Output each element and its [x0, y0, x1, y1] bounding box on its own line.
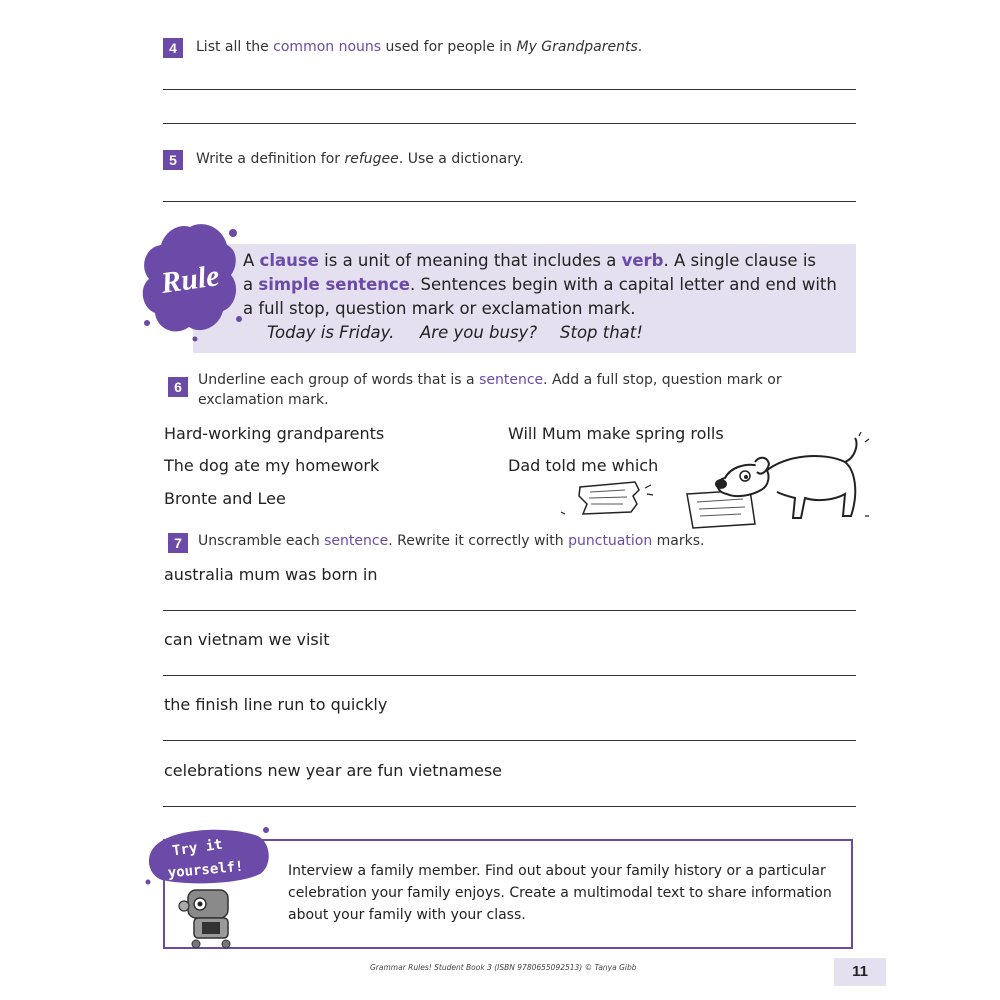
footer-credit: Grammar Rules! Student Book 3 (ISBN 9780655092513) © Tanya Gibb — [370, 963, 637, 972]
writing-line[interactable] — [163, 123, 856, 124]
try-text-line-1: Interview a family member. Find out about your family history or a particular — [288, 863, 826, 879]
rule-line-1 — [243, 251, 816, 270]
writing-line[interactable] — [163, 740, 856, 741]
rule-badge-label: Rule — [159, 259, 222, 300]
sentence-option[interactable]: Will Mum make spring rolls — [508, 424, 724, 443]
writing-line[interactable] — [163, 610, 856, 611]
rule-text: . Sentences begin with a capital letter and end with — [410, 275, 837, 294]
question-6-text — [198, 372, 782, 388]
sentence-option[interactable]: Dad told me which — [508, 456, 659, 475]
try-badge-line-1: Try it — [171, 836, 224, 860]
question-4-text — [196, 39, 642, 55]
writing-line[interactable] — [163, 806, 856, 807]
rule-line-3: a full stop, question mark or exclamation mark. — [243, 299, 636, 318]
q7-text-end: marks. — [656, 533, 705, 549]
question-number-4: 4 — [163, 38, 183, 58]
q7-highlight-punctuation: punctuation — [568, 533, 653, 549]
q6-text-before: Underline each group of words that is a — [198, 372, 475, 388]
q7-highlight-sentence: sentence — [324, 533, 389, 549]
scrambled-sentence: can vietnam we visit — [164, 630, 330, 649]
try-text-line-3: about your family with your class. — [288, 907, 526, 923]
rule-example-2: Are you busy? — [420, 323, 538, 342]
sentence-option[interactable]: Hard-working grandparents — [164, 424, 385, 443]
rule-text: is a unit of meaning that includes a — [324, 251, 617, 270]
q4-title: My Grandparents — [516, 39, 638, 55]
q4-text-mid: used for people in — [385, 39, 513, 55]
rule-text: A — [243, 251, 255, 270]
scrambled-sentence: the finish line run to quickly — [164, 695, 388, 714]
sentence-option[interactable]: Bronte and Lee — [164, 489, 286, 508]
q7-text-before: Unscramble each — [198, 533, 320, 549]
q7-text-mid: . Rewrite it correctly with — [388, 533, 564, 549]
rule-example-3: Stop that! — [560, 323, 643, 342]
question-number-5: 5 — [163, 150, 183, 170]
rule-example-1: Today is Friday. — [267, 323, 395, 342]
dog-eating-homework-illustration — [555, 432, 875, 532]
rule-term-clause: clause — [259, 251, 319, 270]
writing-line[interactable] — [163, 89, 856, 90]
q6-text-end: . Add a full stop, question mark or — [543, 372, 782, 388]
try-badge-line-2: yourself! — [167, 858, 245, 882]
q5-text-before: Write a definition for — [196, 151, 341, 167]
writing-line[interactable] — [163, 675, 856, 676]
page-number: 11 — [834, 958, 886, 986]
rule-splat-badge — [135, 215, 245, 345]
q6-highlight: sentence — [479, 372, 544, 388]
sentence-option[interactable]: The dog ate my homework — [164, 456, 380, 475]
rule-text: a — [243, 275, 254, 294]
rule-term-simple-sentence: simple sentence — [258, 275, 411, 294]
rule-text: . A single clause is — [663, 251, 816, 270]
question-number-6: 6 — [168, 377, 188, 397]
question-5-text — [196, 151, 524, 167]
q5-word: refugee — [344, 151, 399, 167]
question-number-7: 7 — [168, 533, 188, 553]
question-7-text — [198, 533, 704, 549]
rule-line-2 — [243, 275, 837, 294]
rule-term-verb: verb — [621, 251, 664, 270]
scrambled-sentence: celebrations new year are fun vietnamese — [164, 761, 503, 780]
writing-line[interactable] — [163, 201, 856, 202]
try-it-yourself-badge — [140, 822, 280, 952]
question-6-text-line-2: exclamation mark. — [198, 392, 329, 408]
q4-highlight: common nouns — [273, 39, 382, 55]
q4-text-end: . — [637, 39, 643, 55]
q5-text-end: . Use a dictionary. — [398, 151, 524, 167]
try-text-line-2: celebration your family enjoys. Create a multimodal text to share information — [288, 885, 832, 901]
q4-text-before: List all the — [196, 39, 269, 55]
scrambled-sentence: australia mum was born in — [164, 565, 378, 584]
